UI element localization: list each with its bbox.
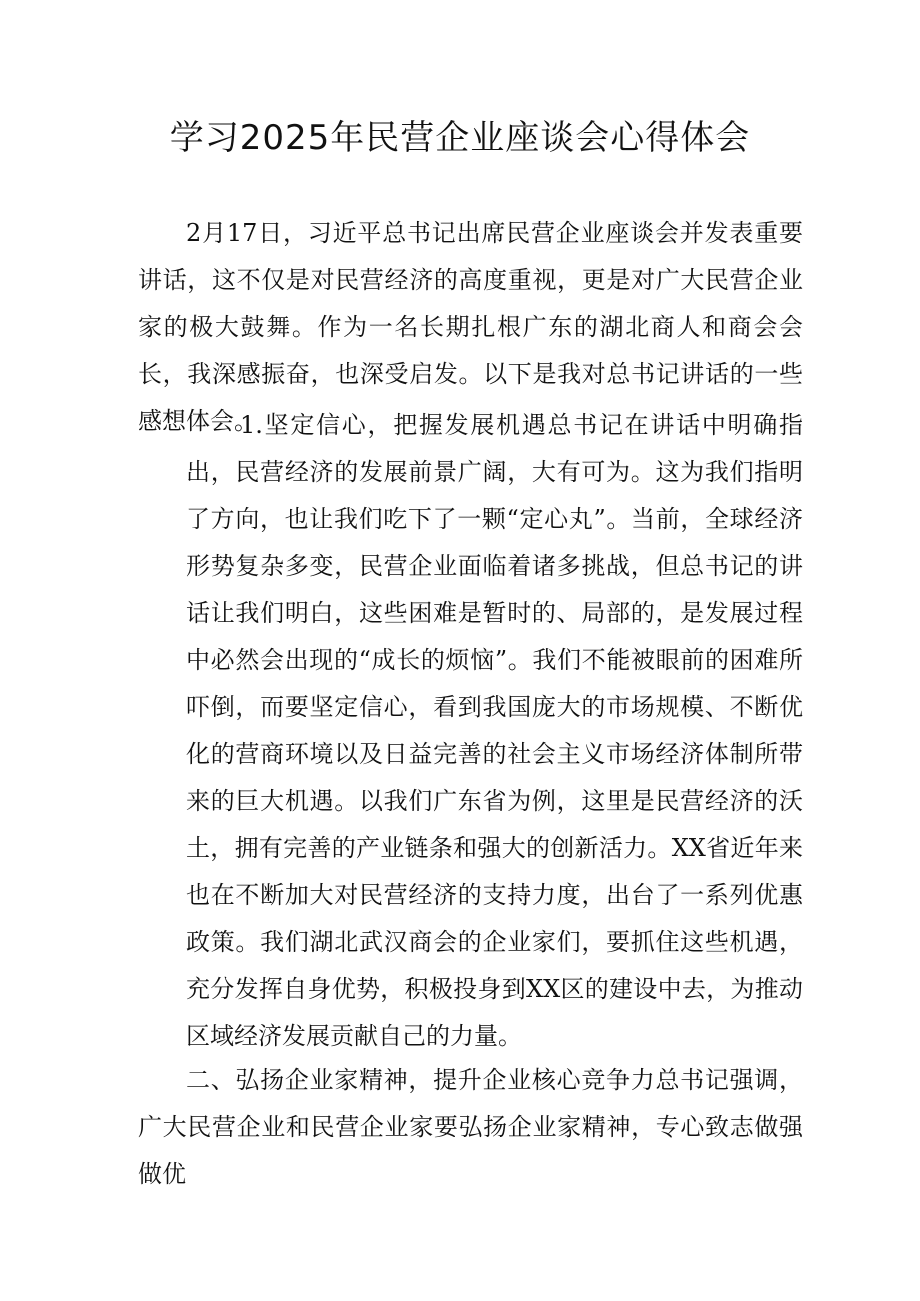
paragraph-section-2: 二、弘扬企业家精神，提升企业核心竞争力总书记强调，广大民营企业和民营企业家要弘扬企业家精神，专心致志做强做优 xyxy=(138,1066,803,1188)
paragraph-intro: 2月17日，习近平总书记出席民营企业座谈会并发表重要讲话，这不仅是对民营经济的高度重视，更是对广大民营企业家的极大鼓舞。作为一名长期扎根广东的湖北商人和商会会长，我深感振奋，也深受启发。以下是我对总书记讲话的一些感想体会。 xyxy=(138,219,803,435)
paragraph-section-1: 1.坚定信心，把握发展机遇总书记在讲话中明确指出，民营经济的发展前景广阔，大有可为。这为我们指明了方向，也让我们吃下了一颗“定心丸”。当前，全球经济形势复杂多变，民营企业面临着诸多挑战，但总书记的讲话让我们明白，这些困难是暂时的、局部的，是发展过程中必然会出现的“成长的烦恼”。我们不能被眼前的困难所吓倒，而要坚定信心，看到我国庞大的市场规模、不断优化的营商环境以及日益完善的社会主义市场经济体制所带来的巨大机遇。以我们广东省为例，这里是民营经济的沃土，拥有完善的产业链条和强大的创新活力。XX省近年来也在不断加大对民营经济的支持力度，出台了一系列优惠政策。我们湖北武汉商会的企业家们，要抓住这些机遇，充分发挥自身优势，积极投身到XX区的建设中去，为推动区域经济发展贡献自己的力量。 xyxy=(186,411,803,1050)
document-title: 学习2025年民营企业座谈会心得体会 xyxy=(169,118,751,158)
